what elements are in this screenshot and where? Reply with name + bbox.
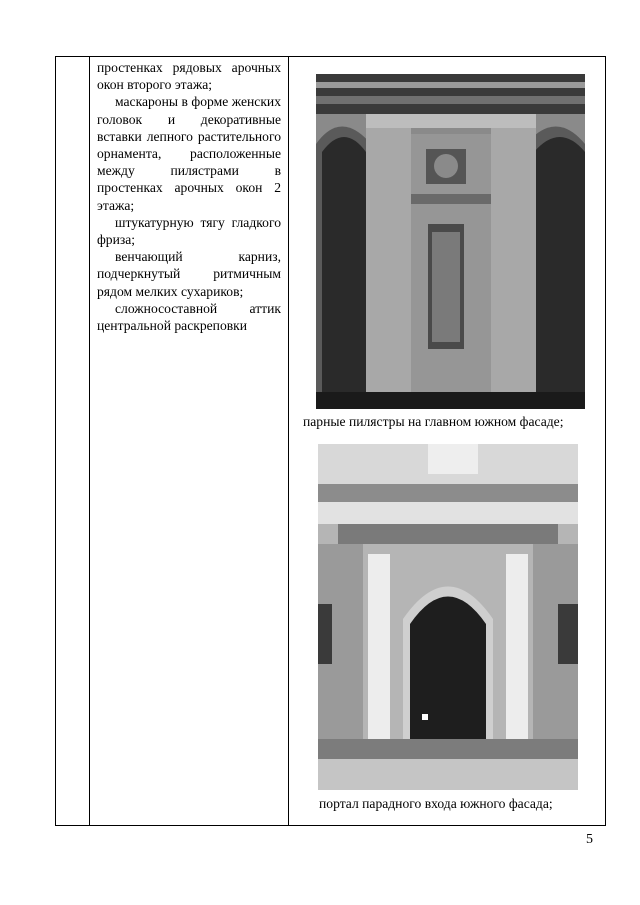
document-table — [55, 56, 606, 826]
feature-item: маскароны в форме женских головок и декоративные вставки лепного растительного орнамента, расположенные между пилястрами в простенках арочных окон 2 этажа; — [97, 94, 281, 213]
portal-caption: портал парадного входа южного фасада; — [319, 796, 553, 811]
page-number: 5 — [586, 832, 593, 847]
feature-item: простенках рядовых арочных окон второго этажа; — [97, 60, 281, 93]
portal-image — [318, 444, 578, 790]
table-column-divider — [89, 57, 90, 825]
feature-item: сложносоставной аттик центральной раскреповки — [97, 300, 281, 334]
table-column-divider — [288, 57, 289, 825]
pilasters-photo — [316, 74, 585, 409]
portal-photo — [318, 444, 578, 790]
pilasters-caption: парные пилястры на главном южном фасаде; — [303, 414, 564, 429]
feature-item: венчающий карниз, подчеркнутый ритмичным рядом мелких сухариков; — [97, 249, 281, 299]
pilasters-image — [316, 74, 585, 409]
feature-list-text — [97, 59, 281, 334]
feature-item: штукатурную тягу гладкого фриза; — [97, 214, 281, 248]
